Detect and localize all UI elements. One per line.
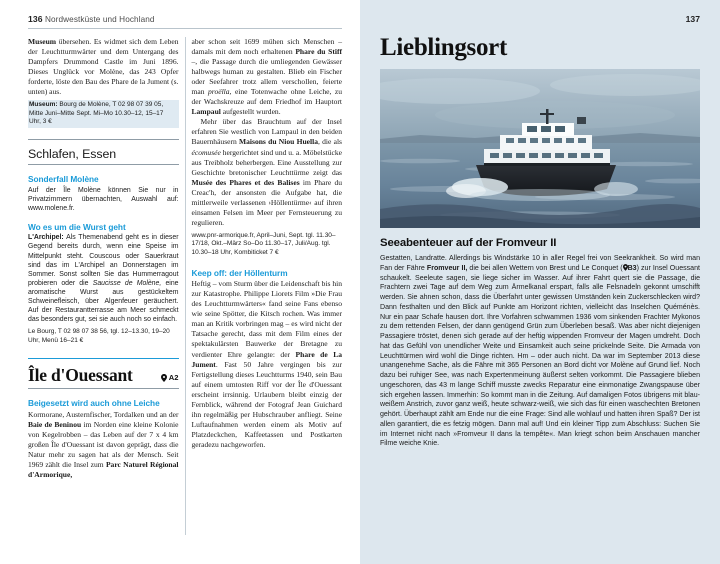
stiff-bold-2: Lampaul xyxy=(191,107,221,117)
larchipel-lead: L'Archipel: xyxy=(28,234,64,242)
article-text-1: Gestatten, Landratte. Allerdings bis Windstärke 10 in aller Regel frei von Seekrankheit. So wird man Fan der Fähre xyxy=(380,255,700,272)
info-museum-lead: Museum: xyxy=(29,101,58,109)
ouessant-text-a: Kormorane, Austernfischer, Tordalken und an der xyxy=(28,409,179,419)
stiff-text-2: –, die Passage durch die umliegenden Gewässer halbwegs human zu gestalten. Blieb ein Fischer oder Seefahrer trotz allem verschollen, feierte man xyxy=(191,57,342,97)
niou-italic-1: écomusée xyxy=(191,147,221,157)
niou-bold-2: Musée des Phares et des Balises xyxy=(191,177,300,187)
niou-text-4: im Phare du Creac'h, der ansonsten die Aufgabe hat, die mittlerweile verlassenen ›Höllentürme‹ auf ihren einsamen Felsen im Meer per Fernsteuerung zu regulieren. xyxy=(191,177,343,227)
niou-text-1: Mehr über das Brauchtum auf der Insel erfahren Sie westlich von Lampaul in den beiden Bauernhäusern xyxy=(191,117,342,147)
hoellenturm-text-2: . Fast 50 Jahre vergingen bis zur Fertigstellung dieses Leuchtturms 1940, sein Bau auf einem umtosten Riff vor der Île d'Ouessant erscheint irrsinnig. Urlaubern bleibt einzig der Fernblick, während der Fotograf Jean Guichard ihn regelmäßig per Hubschrauber anfliegt. Seine Luftaufnahmen werden einem als Motiv auf Platzdeckchen, Kaffeetassen und Postkarten geradezu nachgeworfen. xyxy=(191,359,342,449)
kicker-lieblingsort: Lieblingsort xyxy=(380,34,507,61)
paragraph-maisons-niou xyxy=(192,117,343,228)
destination-rule-top xyxy=(28,358,179,359)
article-map-reference: B3 xyxy=(627,264,637,272)
larchipel-text-b: eine aromatische Wurst aus gestückeltem Schweinefleisch, über Algenfeuer geräuchert. Auf der Restaurantterrasse am Meer schmeckt das besonders gut, sei sie auch noch so einfach. xyxy=(28,279,179,324)
museum-lead: Museum xyxy=(28,37,57,46)
larchipel-italic: Saucisse de Molène, xyxy=(92,279,162,287)
subheading-wurst: Wo es um die Wurst geht xyxy=(28,221,126,232)
article-text-2: die bei allen Wettern von Brest und Le Conquet ( xyxy=(467,264,623,272)
column-divider xyxy=(185,37,186,535)
hoellenturm-bold-1: Phare de La Jument xyxy=(191,349,342,369)
paragraph-phare-du-stiff xyxy=(192,37,343,117)
subheading-keep-off: Keep off: der Höllenturm xyxy=(191,267,288,278)
larchipel-text-a: Als Themenabend geht es in dieser Gegend bereits durch, wenn eine Speise im Mittelpunkt steht. Couscous oder Sauerkraut sind das im L'Archipel an Donnerstagen im Sommer. Sonst sollten Sie das Hummerragout probieren oder die xyxy=(28,234,179,287)
column-2 xyxy=(192,37,343,535)
info-musee-phares: www.pnr-armorique.fr, April–Juni, Sept. tgl. 11.30–17/18, Okt.–März So–Do 11.30–17, Juli/Aug. tgl. 10.30–18 Uhr, Kombiticket 7 € xyxy=(191,231,336,257)
paragraph-hoellenturm xyxy=(192,279,343,450)
column-1 xyxy=(28,37,179,535)
destination-rule-bottom xyxy=(28,388,179,389)
text-sonderfall-molene: Auf der Île Molène können Sie nur in Privatzimmern übernachten, Auswahl auf: www.molene.fr. xyxy=(28,186,179,212)
ouessant-text-c: im Norden eine kleine Kolonie von Kegelrobben – das Leben auf der 7 x 4 km großen Île d'Ouessant ist davon geprägt, dass die Natur mehr zu sagen hat als der Mensch. Seit 1969 zählt die Insel zum xyxy=(28,420,179,470)
niou-text-3: hergerichtet sind und u. a. Möbelstücke aus Treibholz beherbergen. Eine Ausstellung zur Geschichte bretonischer Leuchttürme zeigt das xyxy=(191,147,342,177)
stiff-text-1: aber schon seit 1699 mühen sich Menschen – damals mit dem noch erhaltenen xyxy=(191,37,342,57)
article-text-3: ) zur Insel Ouessant schaukelt. Seeleute sagen, sie liege sicher im Wasser. Auf ihrer Fahrt quert sie die Passage, die Frachtern zwei Tage auf dem Weg zum Ärmelkanal erspart, falls alle Felsnadeln gekonnt umschifft werden. Sie ahnen schon, dass die Überfahrt unter gewissen Umständen kein Zuckerschlecken wird? Dann festhalten und den Blick auf Punkte am Horizont richten, vielleicht das Inselchen Quéménès. Nur ein paar Schafe hausen dort. Ihre Vorfahren schwammen 1936 vom sinkenden Frachter Mykonos zu dem rettenden Felsen, der dann genügend Grün zum Überleben besaß. Was aber nicht diejenigen Passagiere tröstet, denen sich gerade auf der heftig wippenden Fromveur der Magen umdreht. Doch hat das Gefühl von unendlicher Weite und Einsamkeit auch seine prickelnde Seite. Die Armada von Leuchttürmen wird wohl die Dinge richten. Hm – oder auch nicht. Da war im September 2013 diese unangenehme Sache, als die Fähre mit 365 Personen an Bord dicht vor Molène auf Grund lief. Noch dazu bei ruhiger See, was nach Expertenmeinung äußerst selten vorkommt. Die Passagiere blieben ungeschoren, das 43 m lange Schiff musste zwecks Reparatur eine einmonatige Zwangspause über sich ergehen lassen. Immerhin: So kommt man in die Zeitung. Auf damaligen Fotos übrigens mit blau-weißem Anstrich, zuvor ganz weiß, heute schwarz-weiß, wie sich das für einen waschechten Bretonen gehört. Überhaupt zählt am Ende nur die eine Frage: Sind alle wohlauf und hatten ihren Spaß? Der ist allen garantiert, die es fetzig mögen. Dann mal auf! Und ein kleiner Tipp zum Abschluss: Suchen Sie im Internet nicht nach »Fromveur II dans la tempête«. Man kriegt schon beim Anschauen mancher Filme weiche Knie. xyxy=(380,264,700,448)
ouessant-bold-baie: Baie de Beninou xyxy=(28,420,82,430)
paragraph-ouessant-intro xyxy=(28,410,179,480)
hoellenturm-text-1: Heftig – vom Sturm über die Leidenschaft bis hin zur Katastrophe. Philippe Liorets Film »Die Frau des Leuchtturmwärters« fand seine Fans ebenso wie seine Spötter, die Kitsch rochen. Was immer man an Kritik vorbringen mag – es wird nicht der Tatsache gerecht, dass mit dem Film eines der spektakulärsten Bauwerke der Bretagne zu verdienter Ehre gelangte: der xyxy=(191,279,342,359)
subheading-sonderfall-molene: Sonderfall Molène xyxy=(28,174,99,185)
subheading-beigesetzt: Beigesetzt wird auch ohne Leiche xyxy=(28,398,160,409)
destination-title: Île d'Ouessant xyxy=(28,365,133,386)
info-larchipel: Le Bourg, T 02 98 07 38 56, tgl. 12–13.30, 19–20 Uhr, Menü 16–21 € xyxy=(28,328,170,344)
page-number-left: 136 xyxy=(28,14,43,24)
running-head-left: Nordwestküste und Hochland xyxy=(45,15,155,24)
stiff-italic-1: proëlla, xyxy=(208,87,232,97)
folio-left xyxy=(28,14,342,24)
stiff-text-4: aufgestellt wurden. xyxy=(220,107,281,117)
article-bold-fromveur: Fromveur II, xyxy=(426,264,468,272)
article-body xyxy=(380,254,700,449)
section-underrule xyxy=(28,164,179,165)
info-museum-text: Bourg de Molène, T 02 98 07 39 05, Mitte Juni–Mitte Sept. Mi–Mo 10.30–12, 15–17 Uhr, 3 € xyxy=(29,101,164,126)
article-headline: Seeabenteuer auf der Fromveur II xyxy=(380,237,557,249)
ouessant-bold-parc: Parc Naturel Régional d'Armorique, xyxy=(28,460,179,480)
paragraph-museum xyxy=(28,37,179,97)
header-rule-left xyxy=(28,28,342,29)
niou-bold-1: Maisons du Niou Huella xyxy=(239,137,318,147)
text-larchipel xyxy=(28,233,179,324)
location-pin-icon xyxy=(161,374,167,382)
niou-text-2: , die als xyxy=(317,137,342,147)
map-reference-label: A2 xyxy=(168,373,179,383)
map-reference-badge xyxy=(161,373,178,385)
ferry-photo xyxy=(380,69,700,228)
section-heading-schlafen-essen: Schlafen, Essen xyxy=(28,139,179,161)
right-page xyxy=(360,0,720,564)
museum-text: übersehen. Es widmet sich dem Leben der Leuchtturmwärter und dem Untergang des Dampfers Drummond Castle im Juni 1896. Dieses Unglück vor Molène, das 243 Opfer forderte, löste den Bau des Phare de la Jument (s. unten) aus. xyxy=(28,37,179,97)
page-number-right: 137 xyxy=(685,14,700,24)
left-page-columns xyxy=(28,37,342,535)
stiff-text-3: eine Totenwache ohne Leiche, zu der Wachskreuze auf dem Friedhof im Hauptort xyxy=(191,87,342,107)
info-box-museum xyxy=(28,100,179,128)
stiff-bold-1: Phare du Stiff xyxy=(295,47,342,57)
destination-heading-row xyxy=(28,366,179,385)
